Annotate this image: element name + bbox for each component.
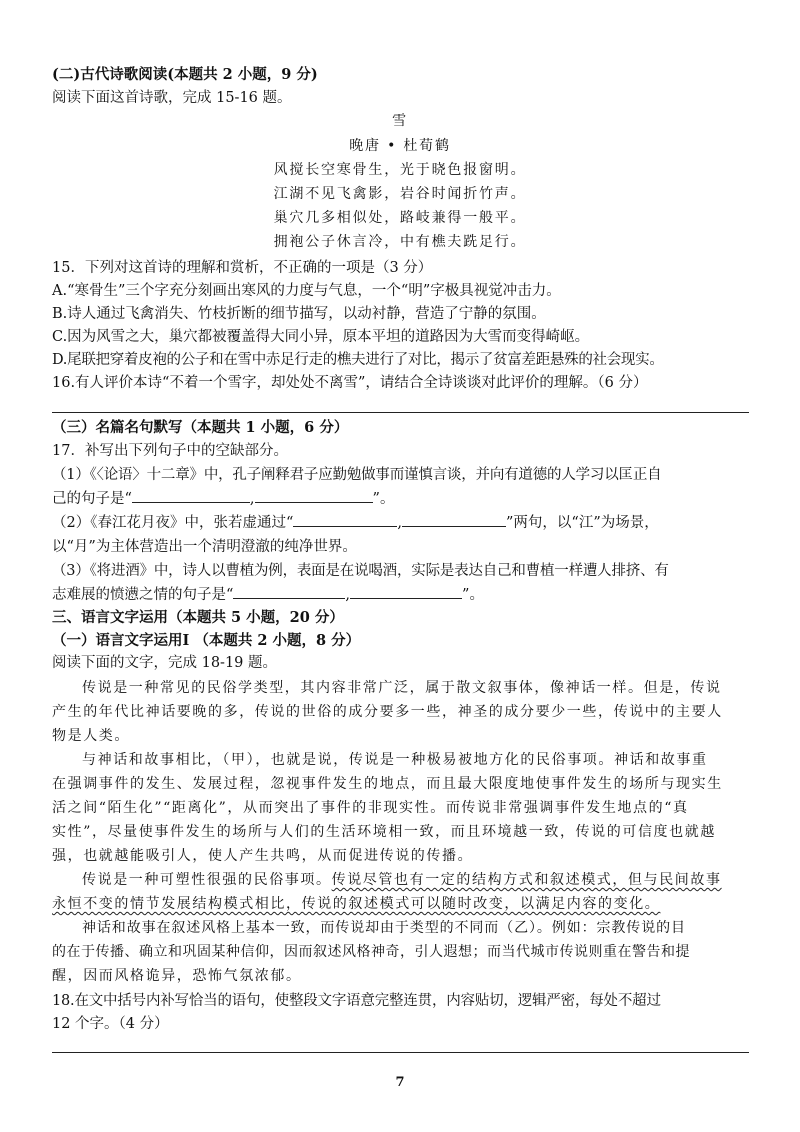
passage-line: 活之间“陌生化”“距离化”，从而突出了事件的非现实性。而传说非常强调事件发生地点的“真 (52, 800, 689, 816)
question-15-stem: 15．下列对这首诗的理解和赏析，不正确的一项是（3 分） (52, 260, 433, 276)
passage-line: 物是人类。 (52, 728, 130, 744)
question-15-option-b: B.诗人通过飞禽消失、竹枝折断的细节描写，以动衬静，营造了宁静的氛围。 (52, 306, 546, 322)
question-17-item-3: （3）《将进酒》中，诗人以曹植为例，表面是在说喝酒，实际是表达自己和曹植一样遭人排挤、有 (52, 563, 669, 579)
poem-line: 拥袍公子休言冷，中有樵夫跣足行。 (273, 234, 527, 250)
question-15-option-d: D.尾联把穿着皮袍的公子和在雪中赤足行走的樵夫进行了对比，揭示了贫富差距悬殊的社会现实。 (52, 352, 664, 368)
question-18-line2: 12 个字。（4 分） (52, 1016, 169, 1032)
poem-line: 巢穴几多相似处，路岐兼得一般平。 (273, 210, 527, 226)
blank-suffix: ”。 (462, 587, 484, 603)
blank-prefix: 己的句子是“ (52, 491, 132, 507)
answer-blank[interactable] (293, 512, 397, 527)
passage-instruction: 阅读下面的文字，完成 18-19 题。 (52, 655, 278, 671)
footer-divider (52, 1052, 749, 1053)
section-heading-language: 三、语言文字运用（本题共 5 小题，20 分） (52, 609, 344, 626)
wavy-underlined-text: 永恒不变的情节发展结构模式相比，传说的叙述模式可以随时改变，以满足内容的变化。 (52, 896, 661, 912)
passage-line: 醒，因而风格诡异，恐怖气氛浓郁。 (52, 968, 302, 984)
question-18: 18.在文中括号内补写恰当的语句，使整段文字语意完整连贯，内容贴切，逻辑严密，每处不超过 (52, 993, 661, 1009)
question-17-item-2-line2: 以“月”为主体营造出一个清明澄澈的纯净世界。 (52, 539, 357, 555)
answer-blank[interactable] (402, 512, 506, 527)
question-17-item-2 (52, 512, 659, 534)
passage-plain-text: 传说是一种可塑性很强的民俗事项。 (82, 872, 332, 888)
poem-line: 风搅长空寒骨生，光于晓色报窗明。 (273, 162, 527, 178)
wavy-underlined-text: 传说尽管也有一定的结构方式和叙述模式，但与民间故事 (331, 872, 722, 888)
answer-blank[interactable] (350, 584, 462, 599)
question-16: 16.有人评价本诗“不着一个雪字，却处处不离雪”，请结合全诗谈谈对此评价的理解。（6 分） (52, 375, 648, 391)
passage-line: 强，也就越能吸引人，使人产生共鸣，从而促进传说的传播。 (52, 848, 474, 864)
subsection-heading-language-1: （一）语言文字运用Ⅰ （本题共 2 小题，8 分） (52, 632, 361, 649)
section-heading-dictation: （三）名篇名句默写（本题共 1 小题，6 分） (52, 419, 349, 436)
page-number: 7 (395, 1075, 405, 1090)
passage-line: 在强调事件的发生、发展过程，忽视事件发生的地点，而且最大限度地使事件发生的场所与现实生 (52, 776, 723, 792)
blank-separator: , (397, 515, 402, 531)
question-17-item-1: （1）《〈论语〉十二章》中，孔子阐释君子应勤勉做事而谨慎言谈，并向有道德的人学习以匡正自 (52, 467, 662, 483)
passage-line: 的在于传播、确立和巩固某种信仰，因而叙述风格神奇，引人遐想；而当代城市传说则重在警告和提 (52, 944, 690, 960)
blank-suffix: ”两句，以“江”为场景， (506, 515, 659, 531)
question-15-option-c: C.因为风雪之大，巢穴都被覆盖得大同小异，原本平坦的道路因为大雪而变得崎岖。 (52, 329, 590, 345)
section-heading-ancient-poem: (二)古代诗歌阅读(本题共 2 小题，9 分) (52, 66, 318, 83)
passage-line: 与神话和故事相比，（甲），也就是说，传说是一种极易被地方化的民俗事项。神话和故事重 (82, 752, 708, 768)
blank-separator: , (345, 587, 351, 603)
answer-blank[interactable] (132, 488, 250, 503)
passage-line: 产生的年代比神话要晚的多，传说的世俗的成分要多一些，神圣的成分要少一些，传说中的主要人 (52, 704, 723, 720)
passage-line: 实性”，尽量使事件发生的场所与人们的生活环境相一致，而且环境越一致，传说的可信度也就越 (52, 824, 716, 840)
passage-line (82, 869, 722, 891)
answer-blank[interactable] (233, 584, 345, 599)
poem-author: 晚唐 • 杜荀鹤 (349, 138, 451, 154)
poem-title: 雪 (392, 113, 408, 129)
poem-line: 江湖不见飞禽影，岩谷时闻折竹声。 (273, 186, 527, 202)
blank-separator: , (249, 491, 255, 507)
passage-line (52, 893, 660, 915)
question-15-option-a: A.“寒骨生”三个字充分刻画出寒风的力度与气息，一个“明”字极具视觉冲击力。 (52, 283, 561, 299)
passage-line: 传说是一种常见的民俗学类型，其内容非常广泛，属于散文叙事体，像神话一样。但是，传说 (82, 680, 722, 696)
blank-prefix: （2）《春江花月夜》中，张若虚通过“ (52, 515, 294, 531)
question-17-item-1-blanks (52, 488, 394, 510)
question-17-stem: 17．补写出下列句子中的空缺部分。 (52, 443, 288, 459)
question-17-item-3-blanks (52, 584, 484, 606)
blank-prefix: 志难展的愤懑之情的句子是“ (52, 587, 234, 603)
poem-instruction: 阅读下面这首诗歌，完成 15-16 题。 (52, 90, 292, 106)
section-divider (52, 412, 749, 413)
passage-line: 神话和故事在叙述风格上基本一致，而传说却由于类型的不同而（乙）。例如：宗教传说的目 (82, 920, 686, 936)
blank-suffix: ”。 (372, 491, 395, 507)
answer-blank[interactable] (255, 488, 373, 503)
